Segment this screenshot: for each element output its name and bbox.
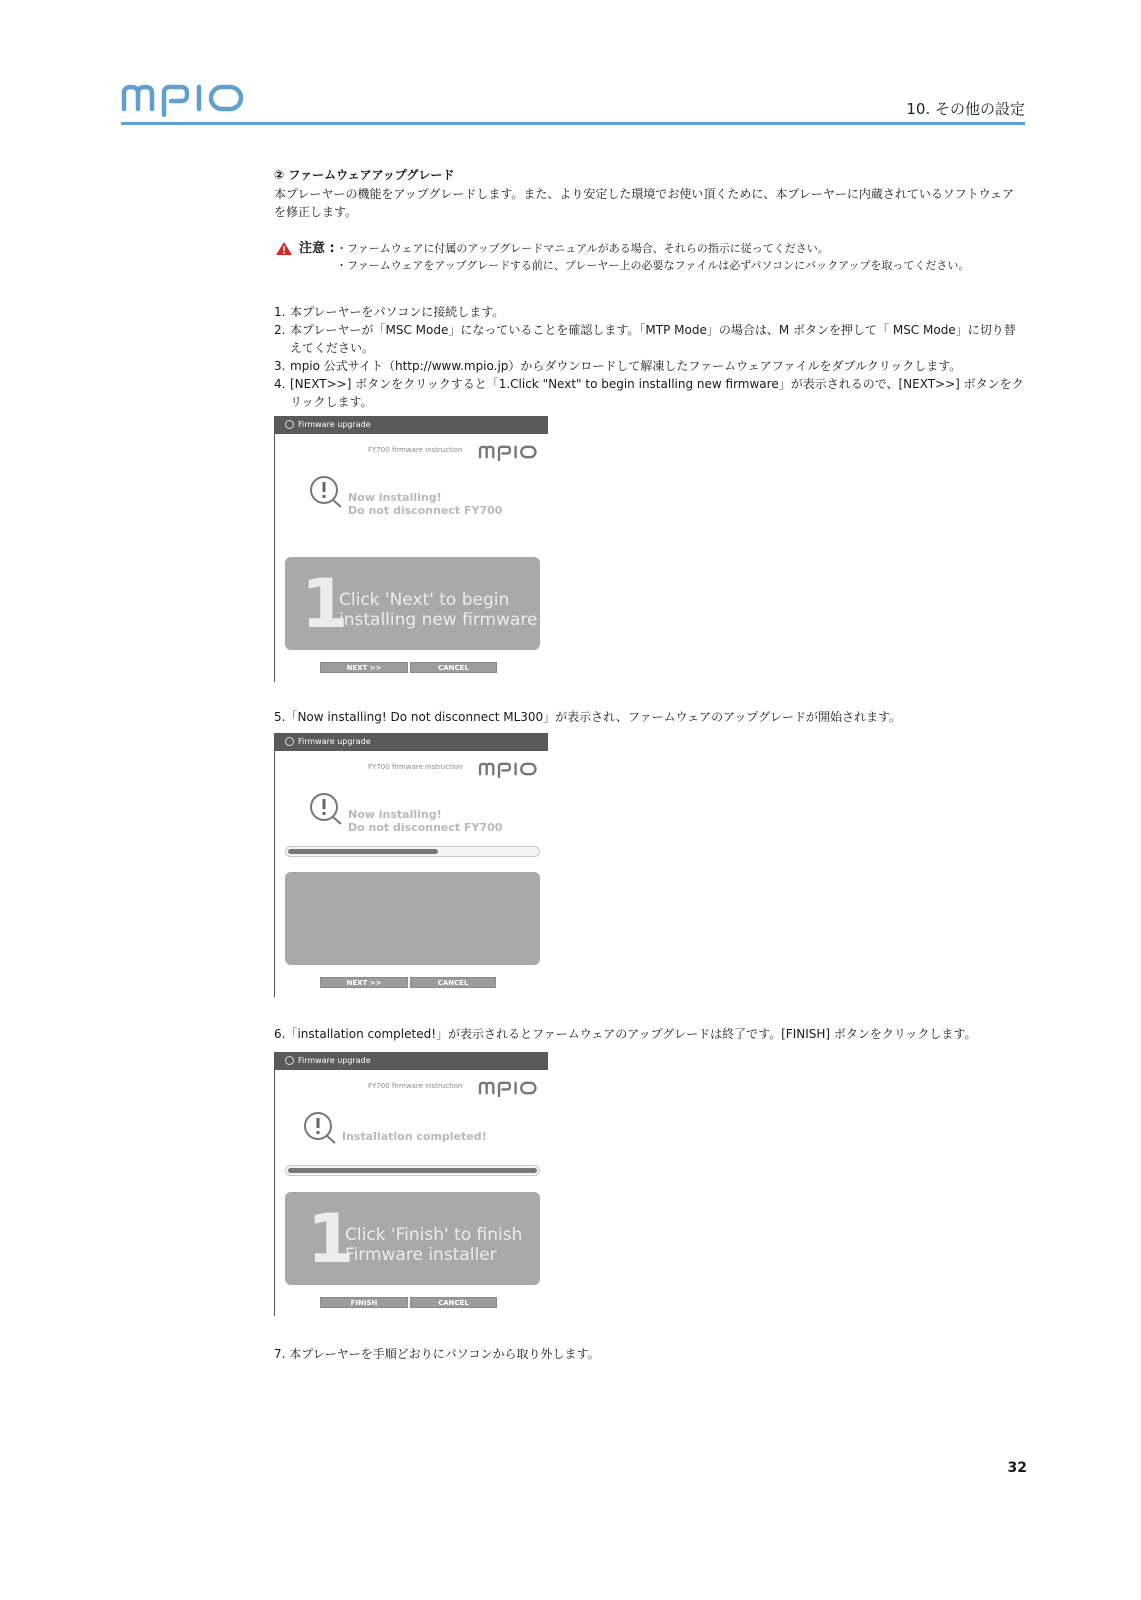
instruction-label: FY700 firmware instruction <box>368 763 463 771</box>
step-7-text: 7. 本プレーヤーを手順どおりにパソコンから取り外します。 <box>274 1347 600 1361</box>
step-6-text: 6.「installation completed!」が表示されるとファームウェアのアップグレードは終了です。[FINISH] ボタンをクリックします。 <box>274 1027 977 1041</box>
steps-list <box>274 303 1026 411</box>
caution-line: ・ファームウェアに付属のアップグレードマニュアルがある場合、それらの指示に従ってください。 <box>336 242 829 255</box>
instruction-panel <box>285 1192 540 1285</box>
panel-text: Click 'Next' to begin installing new firmware <box>339 590 538 630</box>
header-rule <box>121 122 1025 125</box>
section-heading: ② ファームウェアアップグレード <box>274 168 455 182</box>
instruction-label: FY700 firmware instruction <box>368 1082 463 1090</box>
exclamation-bubble-icon <box>307 474 345 512</box>
window-titlebar: Firmware upgrade <box>275 733 548 751</box>
progress-bar <box>285 1165 540 1176</box>
instruction-panel <box>285 872 540 965</box>
instruction-label: FY700 firmware instruction <box>368 446 463 454</box>
list-item: 1. 本プレーヤーをパソコンに接続します。 <box>274 305 505 319</box>
app-icon <box>285 420 294 429</box>
caution-label: 注意 : <box>299 241 335 256</box>
mpio-logo <box>478 1079 538 1097</box>
mpio-logo <box>478 443 538 461</box>
instruction-panel <box>285 557 540 650</box>
caution-line: ・ファームウェアをアップグレードする前に、プレーヤー上の必要なファイルは必ずパソコンにバックアップを取ってください。 <box>336 259 970 272</box>
app-icon <box>285 1056 294 1065</box>
next-button[interactable]: NEXT >> <box>320 662 408 673</box>
list-item: 2. 本プレーヤーが「MSC Mode」になっていることを確認します。「MTP Mode」の場合は、M ボタンを押して「 MSC Mode」に切り替えてください。 <box>274 323 1016 355</box>
exclamation-bubble-icon <box>301 1110 339 1148</box>
page-number: 32 <box>1007 1460 1027 1476</box>
status-message: Now installing! Do not disconnect FY700 <box>348 808 503 834</box>
status-message: Installation completed! <box>342 1130 487 1143</box>
step-number: 1 <box>301 565 349 644</box>
cancel-button[interactable]: CANCEL <box>410 662 497 673</box>
step-number: 1 <box>307 1200 355 1279</box>
next-button[interactable]: NEXT >> <box>320 977 408 988</box>
list-item: 4. [NEXT>>] ボタンをクリックすると「1.Click "Next" to begin installing new firmware」が表示されるので、[NEXT>>] ボタンをクリックします。 <box>274 377 1024 409</box>
list-item: 3. mpio 公式サイト（http://www.mpio.jp）からダウンロードして解凍したファームウェアファイルをダブルクリックします。 <box>274 359 962 373</box>
firmware-screenshot-installing <box>274 733 548 997</box>
panel-text: Click 'Finish' to finish Firmware installer <box>345 1225 523 1265</box>
window-titlebar: Firmware upgrade <box>275 416 548 434</box>
window-titlebar: Firmware upgrade <box>275 1052 548 1070</box>
cancel-button[interactable]: CANCEL <box>410 1297 497 1308</box>
intro-paragraph: 本プレーヤーの機能をアップグレードします。また、より安定した環境でお使い頂くために、本プレーヤーに内蔵されているソフトウェアを修正します。 <box>274 187 1015 219</box>
progress-fill <box>288 849 438 854</box>
exclamation-bubble-icon <box>307 791 345 829</box>
firmware-screenshot-completed <box>274 1052 548 1316</box>
step-5-text: 5.「Now installing! Do not disconnect ML300」が表示され、ファームウェアのアップグレードが開始されます。 <box>274 710 901 724</box>
progress-bar <box>285 846 540 857</box>
cancel-button[interactable]: CANCEL <box>410 977 496 988</box>
status-message: Now installing! Do not disconnect FY700 <box>348 491 503 517</box>
warning-icon <box>275 241 293 256</box>
progress-fill <box>288 1168 537 1173</box>
firmware-screenshot-next <box>274 416 548 682</box>
app-icon <box>285 737 294 746</box>
section-title: 10. その他の設定 <box>906 100 1025 118</box>
mpio-logo <box>121 79 245 117</box>
finish-button[interactable]: FINISH <box>320 1297 408 1308</box>
mpio-logo <box>478 760 538 778</box>
